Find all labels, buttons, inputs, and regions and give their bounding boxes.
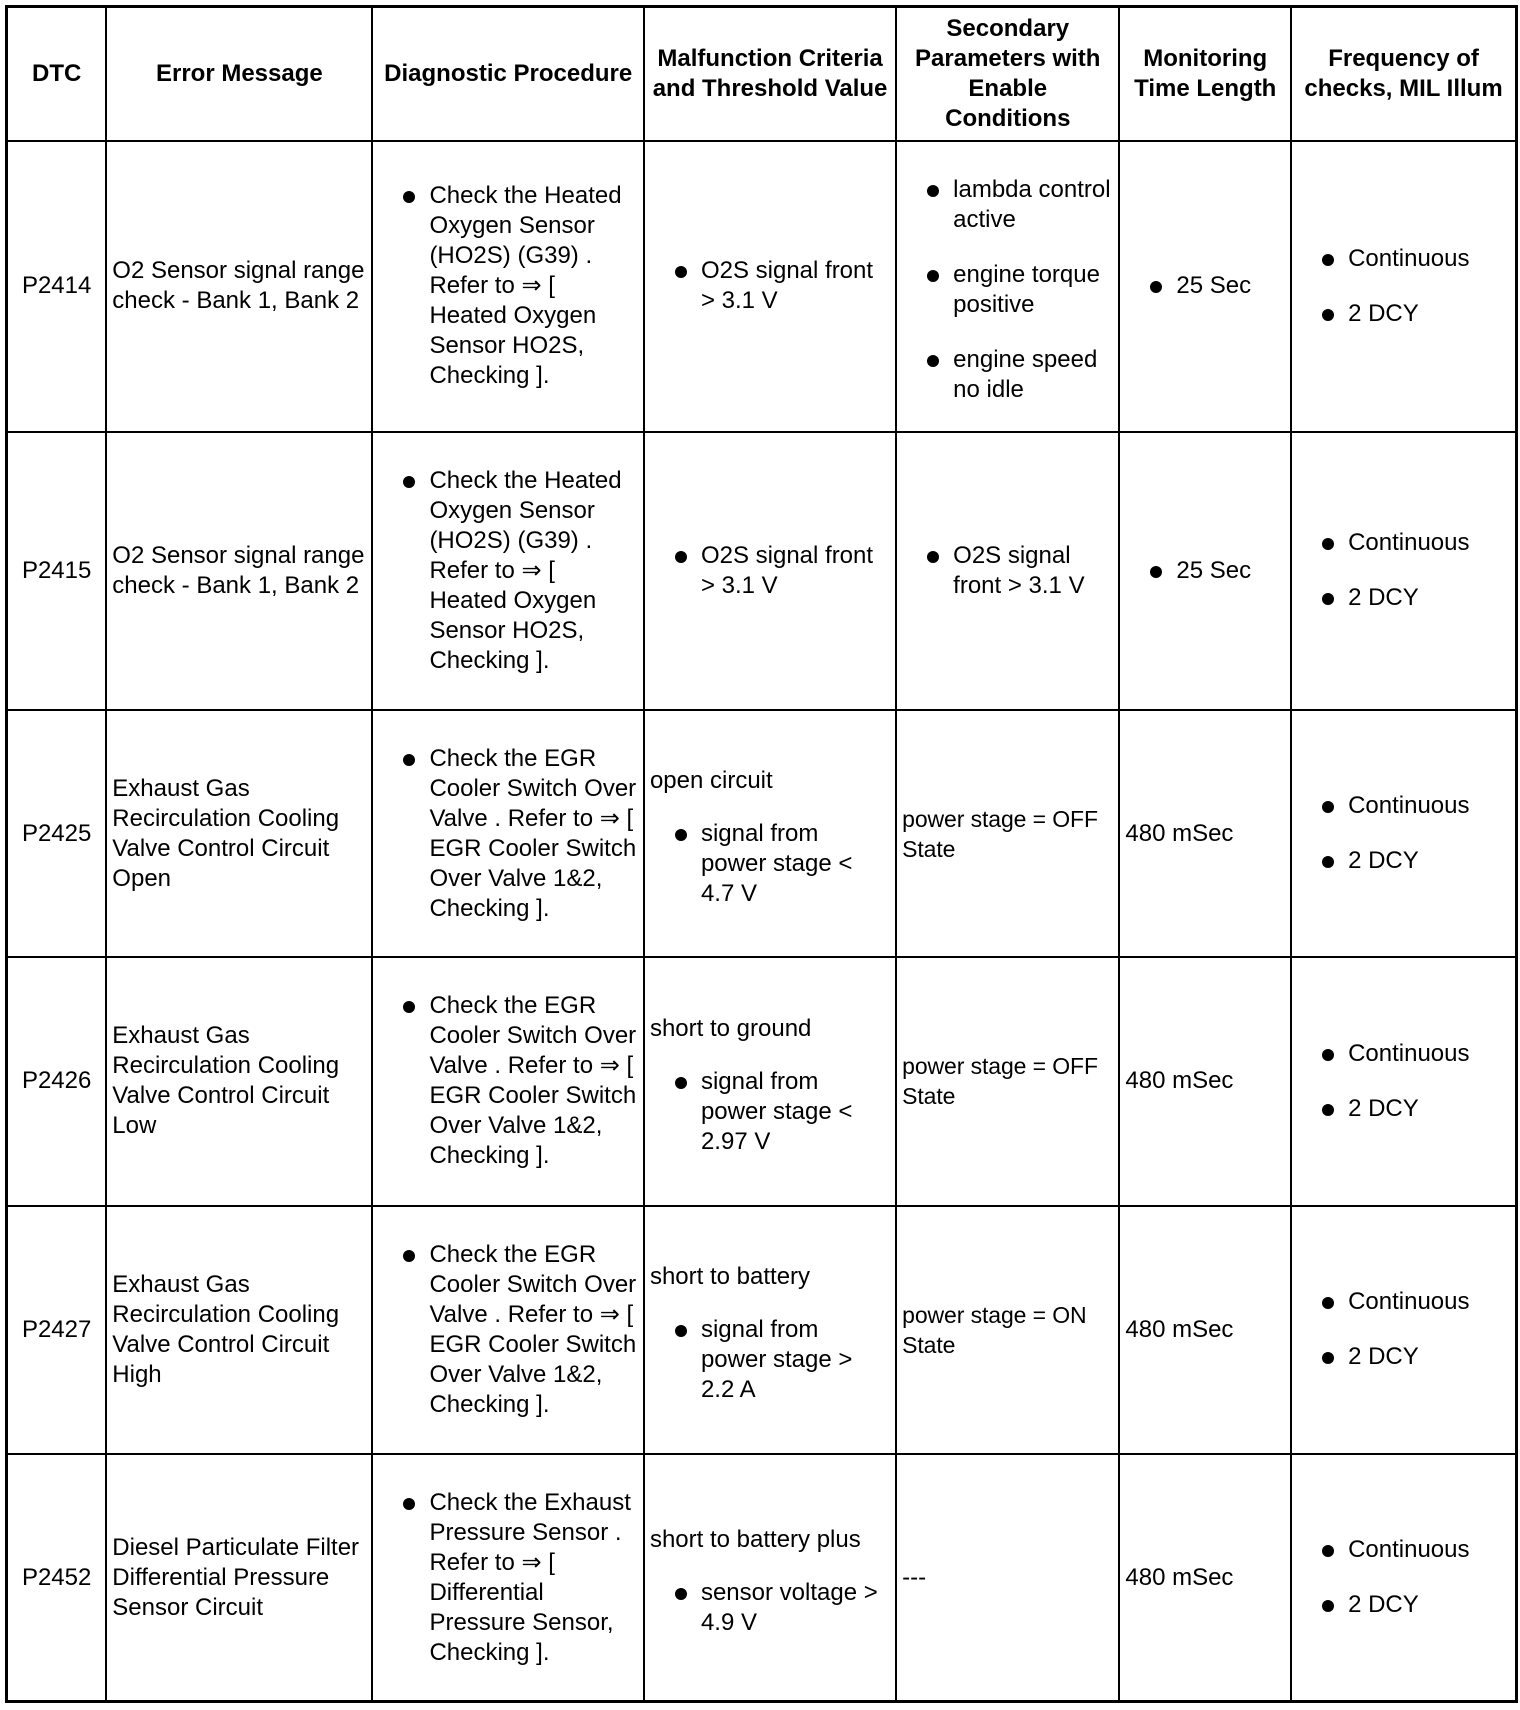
- dtc-code: P2426: [7, 957, 107, 1205]
- error-message: Exhaust Gas Recirculation Cooling Valve Control Circuit Open: [106, 710, 372, 957]
- procedure-item: Check the Exhaust Pressure Sensor . Refer to ⇒ [ Differential Pressure Sensor, Checking ].: [378, 1488, 638, 1668]
- table-row: [7, 1206, 1517, 1454]
- frequency-item: 2 DCY: [1297, 1342, 1510, 1372]
- dtc-table-sheet: [5, 5, 1518, 1703]
- header-diagnostic-procedure: Diagnostic Procedure: [372, 7, 644, 141]
- frequency: [1291, 957, 1516, 1205]
- header-row: [7, 7, 1517, 141]
- secondary-item: O2S signal front > 3.1 V: [902, 541, 1113, 601]
- secondary-parameters: power stage = OFF State: [896, 957, 1119, 1205]
- monitoring-time: [1119, 432, 1291, 710]
- dtc-code: P2414: [7, 141, 107, 432]
- malfunction-criteria: [644, 1454, 896, 1701]
- procedure-item: Check the EGR Cooler Switch Over Valve . Refer to ⇒ [ EGR Cooler Switch Over Valve 1&2, Checking ].: [378, 991, 638, 1171]
- secondary-parameters: ---: [896, 1454, 1119, 1701]
- diagnostic-procedure: [372, 710, 644, 957]
- malfunction-criteria: [644, 141, 896, 432]
- table-row: [7, 957, 1517, 1205]
- header-monitoring-time: Monitoring Time Length: [1119, 7, 1291, 141]
- secondary-parameters: power stage = OFF State: [896, 710, 1119, 957]
- frequency-item: 2 DCY: [1297, 299, 1510, 329]
- frequency-item: Continuous: [1297, 1535, 1510, 1565]
- monitoring-time: 480 mSec: [1119, 710, 1291, 957]
- table-row: [7, 710, 1517, 957]
- frequency: [1291, 432, 1516, 710]
- monitoring-time: 480 mSec: [1119, 1206, 1291, 1454]
- monitoring-item: 25 Sec: [1125, 556, 1285, 586]
- secondary-item: lambda control active: [902, 175, 1113, 235]
- dtc-code: P2415: [7, 432, 107, 710]
- monitoring-time: 480 mSec: [1119, 1454, 1291, 1701]
- procedure-item: Check the Heated Oxygen Sensor (HO2S) (G39) . Refer to ⇒ [ Heated Oxygen Sensor HO2S, Checking ].: [378, 181, 638, 391]
- malfunction-criteria: [644, 710, 896, 957]
- frequency-item: Continuous: [1297, 791, 1510, 821]
- criteria-title: open circuit: [649, 767, 773, 795]
- dtc-code: P2427: [7, 1206, 107, 1454]
- frequency: [1291, 141, 1516, 432]
- frequency: [1291, 710, 1516, 957]
- error-message: Exhaust Gas Recirculation Cooling Valve Control Circuit High: [106, 1206, 372, 1454]
- diagnostic-procedure: [372, 1206, 644, 1454]
- frequency-item: Continuous: [1297, 528, 1510, 558]
- frequency-item: Continuous: [1297, 1287, 1510, 1317]
- criteria-item: O2S signal front > 3.1 V: [650, 256, 890, 316]
- secondary-item: engine speed no idle: [902, 345, 1113, 405]
- procedure-item: Check the EGR Cooler Switch Over Valve . Refer to ⇒ [ EGR Cooler Switch Over Valve 1&2, Checking ].: [378, 744, 638, 924]
- criteria-title: short to battery plus: [649, 1526, 861, 1554]
- error-message: Diesel Particulate Filter Differential Pressure Sensor Circuit: [106, 1454, 372, 1701]
- malfunction-criteria: [644, 957, 896, 1205]
- procedure-item: Check the EGR Cooler Switch Over Valve . Refer to ⇒ [ EGR Cooler Switch Over Valve 1&2, Checking ].: [378, 1240, 638, 1420]
- frequency-item: 2 DCY: [1297, 1590, 1510, 1620]
- diagnostic-procedure: [372, 1454, 644, 1701]
- frequency-item: 2 DCY: [1297, 583, 1510, 613]
- header-error-message: Error Message: [106, 7, 372, 141]
- criteria-item: signal from power stage < 2.97 V: [650, 1067, 890, 1157]
- criteria-item: signal from power stage < 4.7 V: [650, 819, 890, 909]
- criteria-title: short to ground: [649, 1014, 812, 1042]
- error-message: O2 Sensor signal range check - Bank 1, Bank 2: [106, 432, 372, 710]
- frequency: [1291, 1206, 1516, 1454]
- diagnostic-procedure: [372, 432, 644, 710]
- diagnostic-procedure: [372, 141, 644, 432]
- table-row: [7, 141, 1517, 432]
- criteria-item: signal from power stage > 2.2 A: [650, 1315, 890, 1405]
- table-row: [7, 1454, 1517, 1701]
- frequency: [1291, 1454, 1516, 1701]
- error-message: Exhaust Gas Recirculation Cooling Valve Control Circuit Low: [106, 957, 372, 1205]
- frequency-item: Continuous: [1297, 1039, 1510, 1069]
- dtc-code: P2425: [7, 710, 107, 957]
- frequency-item: 2 DCY: [1297, 846, 1510, 876]
- header-dtc: DTC: [7, 7, 107, 141]
- dtc-code: P2452: [7, 1454, 107, 1701]
- diagnostic-procedure: [372, 957, 644, 1205]
- secondary-parameters: power stage = ON State: [896, 1206, 1119, 1454]
- frequency-item: Continuous: [1297, 244, 1510, 274]
- criteria-item: O2S signal front > 3.1 V: [650, 541, 890, 601]
- frequency-item: 2 DCY: [1297, 1094, 1510, 1124]
- secondary-parameters: [896, 141, 1119, 432]
- header-malfunction-criteria: Malfunction Criteria and Threshold Value: [644, 7, 896, 141]
- header-secondary-parameters: Secondary Parameters with Enable Conditions: [896, 7, 1119, 141]
- table-row: [7, 432, 1517, 710]
- monitoring-time: 480 mSec: [1119, 957, 1291, 1205]
- monitoring-time: [1119, 141, 1291, 432]
- error-message: O2 Sensor signal range check - Bank 1, Bank 2: [106, 141, 372, 432]
- criteria-title: short to battery: [649, 1263, 811, 1291]
- monitoring-item: 25 Sec: [1125, 271, 1285, 301]
- secondary-parameters: [896, 432, 1119, 710]
- header-frequency: Frequency of checks, MIL Illum: [1291, 7, 1516, 141]
- procedure-item: Check the Heated Oxygen Sensor (HO2S) (G39) . Refer to ⇒ [ Heated Oxygen Sensor HO2S, Checking ].: [378, 466, 638, 676]
- criteria-item: sensor voltage > 4.9 V: [650, 1578, 890, 1638]
- dtc-table: [5, 5, 1518, 1703]
- malfunction-criteria: [644, 1206, 896, 1454]
- secondary-item: engine torque positive: [902, 260, 1113, 320]
- malfunction-criteria: [644, 432, 896, 710]
